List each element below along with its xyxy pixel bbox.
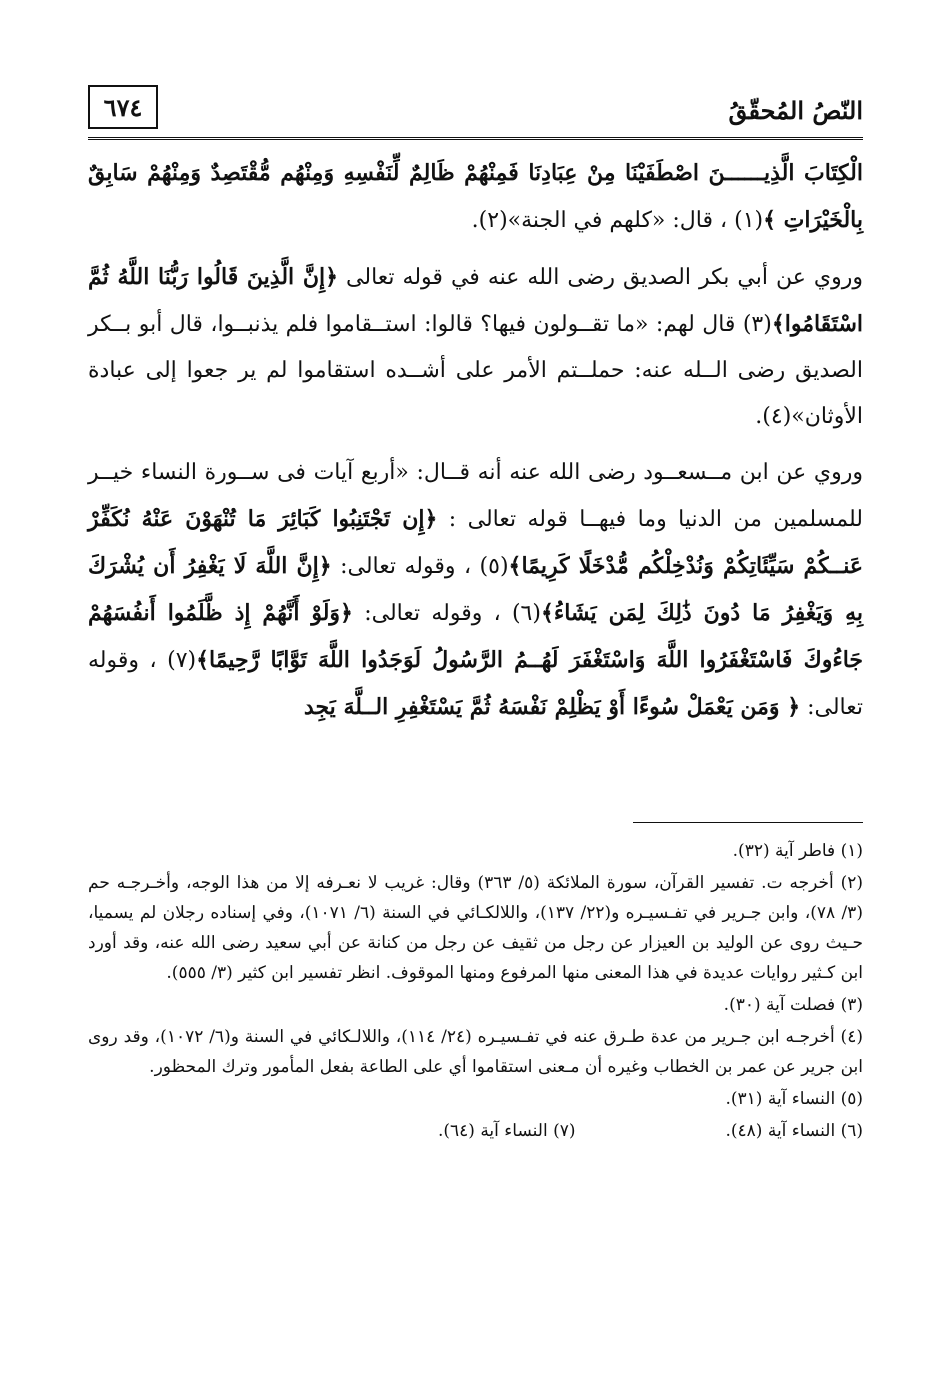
page-number: ٦٧٤ bbox=[103, 92, 143, 122]
quran-verse: ﴿إِن تَجْتَنِبُوا كَبَائِرَ مَا تُنْهَوْنَ عَنْهُ نُكَفِّرْ عَنــكُمْ سَيِّئَاتِكُمْ وَنُدْخِلْكُم مُّدْخَلًا كَرِيمًا﴾ bbox=[88, 506, 863, 579]
footnote-row bbox=[88, 1116, 863, 1146]
text-run: (٣) قال لهم: «ما تقــولون فيها؟ قالوا: استــقاموا فلم يذنبــوا، قال أبو بــكر الصديق رضى الــله عنه: حملــتم الأمر على أشــده استقاموا لم ير جعوا إلى عبادة الأوثان»(٤). bbox=[88, 312, 863, 429]
text-run: (٦) ، وقوله تعالى: bbox=[352, 601, 541, 626]
header-rule bbox=[88, 137, 863, 140]
footnote-5: (٥) النساء آية (٣١). bbox=[725, 1089, 863, 1109]
quran-verse: ﴿وَلَوْ أَنَّهُمْ إِذ ظَّلَمُوا أَنفُسَهُمْ جَاءُوكَ فَاسْتَغْفَرُوا اللَّهَ وَاسْتَغْفَرَ لَهُــمُ الرَّسُولُ لَوَجَدُوا اللَّهَ تَوَّابًا رَّحِيمًا﴾ bbox=[88, 600, 863, 673]
text-run: (٥) ، وقوله تعالى: bbox=[331, 554, 509, 579]
quran-verse: ﴿إِنَّ الَّذِينَ قَالُوا رَبُّنَا اللَّهُ ثُمَّ اسْتَقَامُوا﴾ bbox=[88, 264, 863, 337]
footnote-1: (١) فاطر آية (٣٢). bbox=[732, 841, 863, 861]
footnote-3: (٣) فصلت آية (٣٠). bbox=[723, 995, 863, 1015]
text-run: (١) ، قال: «كلهم في الجنة»(٢). bbox=[471, 208, 764, 233]
main-text bbox=[88, 150, 863, 741]
footnote-7: (٧) النساء آية (٦٤). bbox=[437, 1121, 576, 1141]
footnotes bbox=[88, 836, 863, 1148]
text-run: (٧) ، وقوله تعالى: bbox=[88, 648, 863, 720]
paragraph-1 bbox=[88, 150, 863, 244]
footnote-separator bbox=[633, 822, 863, 823]
running-title: النّصُ المُحقّقُ bbox=[728, 96, 863, 125]
paragraph-2 bbox=[88, 254, 863, 440]
page-number-box bbox=[88, 85, 158, 129]
text-run: وروي عن ابن مــسعــود رضى الله عنه أنه قــال: «أربع آيات فى ســورة النساء خيــر للمسلمين من الدنيا وما فيهــا قوله تعالى : bbox=[88, 460, 864, 532]
footnote-2: (٢) أخرجه ت. تفسير القرآن، سورة الملائكة (٥/ ٣٦٣) وقال: غريب لا نعـرفه إلا من هذا الوجه، وأخـرجـه حم (٣/ ٧٨)، وابن جـرير في تفـسيـره و(٢٢/ ١٣٧)، واللالكـائي في السنة (٦/ ١٠٧١)، وفي إسناده رجلان لم يسميا، حـيث روى عن الوليد بن العيزار عن رجل من ثقيف عن رجل من كنانة عن أبي سعيد رضى الله عنه، وقد أورد ابن كـثير روايات عديدة في هذا المعنى منها المرفوع ومنها الموقوف. انظر تفسير ابن كثير (٣/ ٥٥٥). bbox=[88, 873, 863, 983]
quran-verse: ﴿ وَمَن يَعْمَلْ سُوءًا أَوْ يَظْلِمْ نَفْسَهُ ثُمَّ يَسْتَغْفِرِ الــلَّهَ يَجِد bbox=[303, 694, 801, 720]
quran-verse: ﴿إِنَّ اللَّهَ لَا يَغْفِرُ أَن يُشْرَكَ بِهِ وَيَغْفِرُ مَا دُونَ ذَٰلِكَ لِمَن يَشَاءُ﴾ bbox=[88, 553, 863, 626]
quran-verse: الْكِتَابَ الَّذِيــــــنَ اصْطَفَيْنَا مِنْ عِبَادِنَا فَمِنْهُمْ ظَالِمٌ لِّنَفْسِهِ وَمِنْهُم مُّقْتَصِدٌ وَمِنْهُمْ سَابِقٌ بِالْخَيْرَاتِ ﴾ bbox=[88, 160, 863, 233]
footnote-6: (٦) النساء آية (٤٨). bbox=[725, 1121, 863, 1141]
page-header bbox=[88, 82, 863, 134]
text-run: وروي عن أبي بكر الصديق رضى الله عنه في قوله تعالى bbox=[338, 265, 863, 290]
footnote-4: (٤) أخرجـه ابن جـرير من عدة طـرق عنه في تفـسيـره (٢٤/ ١١٤)، واللالـكائي في السنة و(٦/ ١٠٧٢)، وقد روى ابن جرير عن عمر بن الخطاب وغيره أن مـعنى استقاموا أي على الطاعة بفعل المأمور وترك المحظور. bbox=[88, 1027, 863, 1077]
paragraph-3 bbox=[88, 450, 863, 731]
